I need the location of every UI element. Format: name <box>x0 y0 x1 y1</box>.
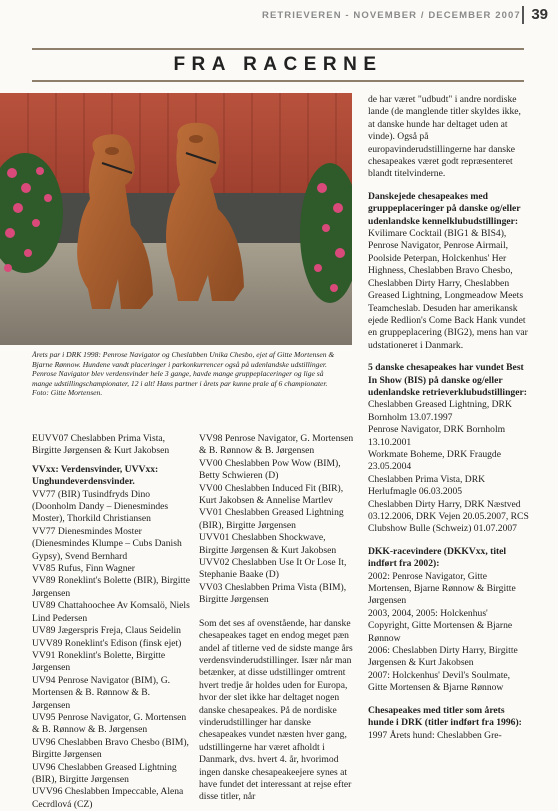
bis-heading: 5 danske chesapeakes har vundet Best In Show (BIS) på danske og/eller udenlandske retrieverklubudstillinger: <box>368 362 527 398</box>
list-item: 2003, 2004, 2005: Holckenhus' Copyright, Gitte Mortensen & Bjarne Rønnow <box>368 607 513 644</box>
title-rule-bottom <box>32 80 524 82</box>
photo-illustration <box>0 93 352 345</box>
list-item: 1997 Årets hund: Cheslabben Gre- <box>368 729 502 741</box>
list-item: Penrose Navigator, DRK Bornholm 13.10.2001 <box>368 424 506 448</box>
header-divider <box>522 6 524 24</box>
list-item: Workmate Boheme, DRK Fraugde 23.05.2004 <box>368 448 501 473</box>
list-item: 2007: Holckenhus' Devil's Soulmate, Gitte Mortensen & Bjarne Rønnow <box>368 669 511 694</box>
list-item: UVV96 Cheslabben Impeccable, Alena Cecrdlová (CZ) <box>32 786 184 810</box>
list-item: VV91 Roneklint's Bolette, Birgitte Jørgensen <box>32 649 166 674</box>
intro-entry: EUVV07 Cheslabben Prima Vista, Birgitte Jørgensen & Kurt Jakobsen <box>32 433 170 457</box>
list-item: VV85 Rufus, Finn Wagner <box>32 563 135 575</box>
column-3 <box>368 94 530 742</box>
list-item: VV89 Roneklint's Bolette (BIR), Birgitte Jørgensen <box>32 575 190 599</box>
group-placement-heading: Danskejede chesapeakes med gruppeplaceringer på danske og/eller udenlandske kennelklubudstillinger: <box>368 190 521 227</box>
list-item: UVV89 Roneklint's Edison (finsk ejet) <box>32 637 182 649</box>
list-item: VV98 Penrose Navigator, G. Mortensen & B. Rønnow & B. Jørgensen <box>199 433 354 457</box>
column-2 <box>199 433 357 804</box>
column-1 <box>32 433 190 811</box>
list-item: UV89 Chattahoochee Av Komsalö, Niels Lind Pedersen <box>32 600 190 624</box>
photo-caption: Årets par i DRK 1998: Penrose Navigator og Cheslabben Unika Chesbo, ejet af Gitte Mortensen & Bjarne Rønnow. Hundene vandt placeringer i parkonkurrencer også på udenlandske udstillinger. Penrose Navigator blev verdensvinder hele 3 gange, havde mange gruppeplaceringer og lige så mange udstillingschampionater, 12 i alt! Hans partner i årets par kunne prale af 6 championater. Foto: Gitte Mortensen. <box>32 350 335 398</box>
page-header <box>0 4 558 26</box>
page-number: 39 <box>531 6 548 23</box>
list-item: VV03 Cheslabben Prima Vista (BIM), Birgitte Jørgensen <box>199 581 347 606</box>
list-item: UVV01 Cheslabben Shockwave, Birgitte Jørgensen & Kurt Jakobsen <box>199 532 337 556</box>
list-item: Cheslabben Dirty Harry, DRK Næstved 03.12.2006, DRK Vejen 20.05.2007, RCS Clubshow Bulle (Schweiz) 01.07.2007 <box>368 498 529 535</box>
body-paragraph: Som det ses af ovenstående, har danske chesapeakes taget en endog meget pæn andel af titlerne ved de sidste mange års verdensvinderudstillinger. Især når man betænker, at disse udstillinger omtrent hvert tredje år holdes uden for Europa, hvor der slet ikke har deltaget nogen danske chesapeakes. På de nordiske vinderudstillinger har danske chesapeakes vundet næsten hver gang, udstillingerne har været afholdt i Danmark, dvs. hvert 4. år, hvorimod ingen danske chesapeakeejere synes at have fundet det interessant at rejse efter disse titler, når <box>199 617 353 803</box>
body-paragraph: de har været "udbudt" i andre nordiske lande (de manglende titler skyldes ikke, at danske hunde har deltaget uden at vinde). Også på europavinderudstillingerne har danske chesapeakes været godt repræsenteret blandt titelvinderne. <box>368 94 521 180</box>
list-item: VV00 Cheslabben Pow Wow (BIM), Betty Schwieren (D) <box>199 457 341 482</box>
year-dog-heading: Chesapeakes med titler som årets hunde i DRK (titler indført fra 1996): <box>368 704 522 729</box>
list-item: UV89 Jægerspris Freja, Claus Seidelin <box>32 625 181 637</box>
dkk-heading: DKK-racevindere (DKKVxx, titel indført fra 2002): <box>368 545 507 570</box>
running-title: RETRIEVEREN - NOVEMBER / DECEMBER 2007 <box>262 10 521 21</box>
list-item: VV00 Cheslabben Induced Fit (BIR), Kurt Jakobsen & Annelise Martlev <box>199 482 344 507</box>
dogs-photo <box>0 93 352 345</box>
body-paragraph: Kvilimare Cocktail (BIG1 & BIS4), Penrose Navigator, Penrose Airmail, Poolside Peterpan, Holckenhus' Her Highness, Cheslabben Bravo Chesbo, Cheslabben Dirty Harry, Cheslabben Greased Lightning, Longmeadow Meets Teamcheslab. Desuden har amerikansk ejede Redlion's Come Back Hank vundet en gruppeplacering (BIG2), mens han var udstationeret i Danmark. <box>368 228 528 351</box>
list-item: 2006: Cheslabben Dirty Harry, Birgitte Jørgensen & Kurt Jakobsen <box>368 645 518 669</box>
list-item: UV95 Penrose Navigator, G. Mortensen & B. Rønnow & B. Jørgensen <box>32 711 187 736</box>
list-item: 2002: Penrose Navigator, Gitte Mortensen, Bjarne Rønnow & Birgitte Jørgensen <box>368 570 516 607</box>
list-item: VV77 Dienesmindes Moster (Dienesmindes Klumpe – Cubs Danish Gypsy), Svend Bernhard <box>32 525 182 562</box>
list-item: UV96 Cheslabben Greased Lightning (BIR), Birgitte Jørgensen <box>32 761 177 785</box>
list-item: VV01 Cheslabben Greased Lightning (BIR), Birgitte Jørgensen <box>199 507 344 531</box>
list-item: Cheslabben Prima Vista, DRK Herlufmagle 06.03.2005 <box>368 473 486 498</box>
list-item: VV77 (BIR) Tusindfryds Dino (Doonholm Dandy – Dienesmindes Moster), Thorkild Christiansen <box>32 488 169 525</box>
list-item: UVV02 Cheslabben Use It Or Lose It, Stephanie Baake (D) <box>199 557 347 581</box>
section-title: FRA RACERNE <box>173 54 383 75</box>
list-item: UV94 Penrose Navigator (BIM), G. Mortensen & B. Rønnow & B. Jørgensen <box>32 674 171 711</box>
vv-heading: VVxx: Verdensvinder, UVVxx: Unghundeverdensvinder. <box>32 463 159 488</box>
list-item: UV96 Cheslabben Bravo Chesbo (BIM), Birgitte Jørgensen <box>32 736 189 761</box>
list-item: Cheslabben Greased Lightning, DRK Bornholm 13.07.1997 <box>368 399 512 423</box>
title-rule-top <box>32 48 524 50</box>
